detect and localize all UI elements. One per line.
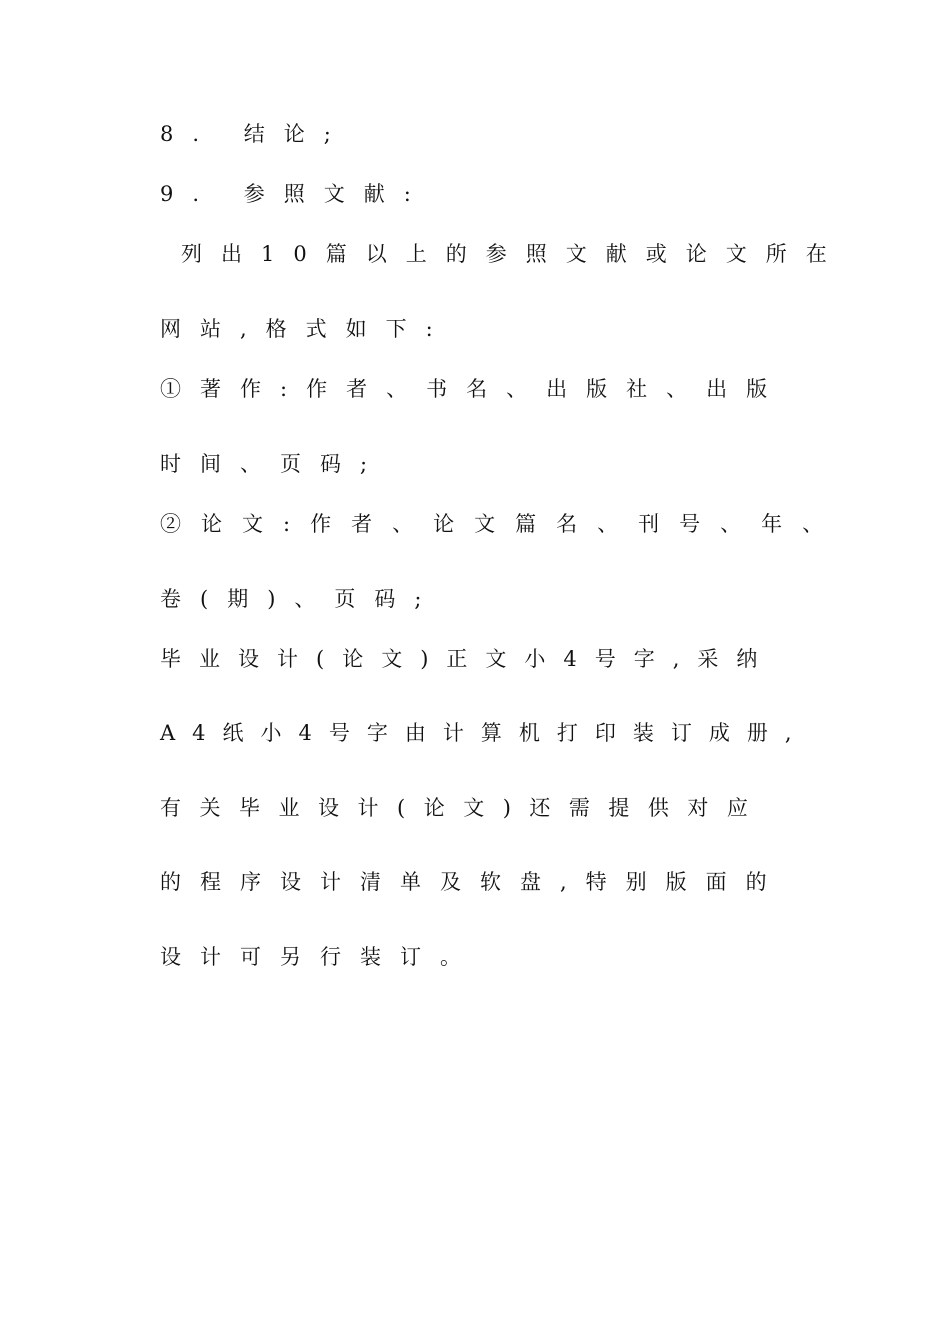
body-text-line-5: 设计可另行装订。 [160,945,480,969]
body-text-line-4: 的程序设计清单及软盘,特别版面的 [160,870,786,894]
paper-format-line-1: ②论文:作者、论文篇名、刊号、年、 [160,512,844,536]
book-format-line-1: ①著作:作者、书名、出版社、出版 [160,377,787,401]
references-instruction-line-2: 网站,格式如下: [160,317,452,341]
body-text-line-1: 毕业设计(论文)正文小4号字,采纳 [160,647,776,671]
section-8-conclusion: 8. 结论; [160,122,350,146]
body-text-line-3: 有关毕业设计(论文)还需提供对应 [160,796,767,820]
section-9-references-heading: 9. 参照文献: [160,182,430,206]
references-instruction-line-1: 列出10篇以上的参照文献或论文所在 [181,242,846,266]
paper-format-line-2: 卷(期)、页码; [160,587,441,611]
book-format-line-2: 时间、页码; [160,452,387,476]
body-text-line-2: A4纸小4号字由计算机打印装订成册, [160,721,809,745]
